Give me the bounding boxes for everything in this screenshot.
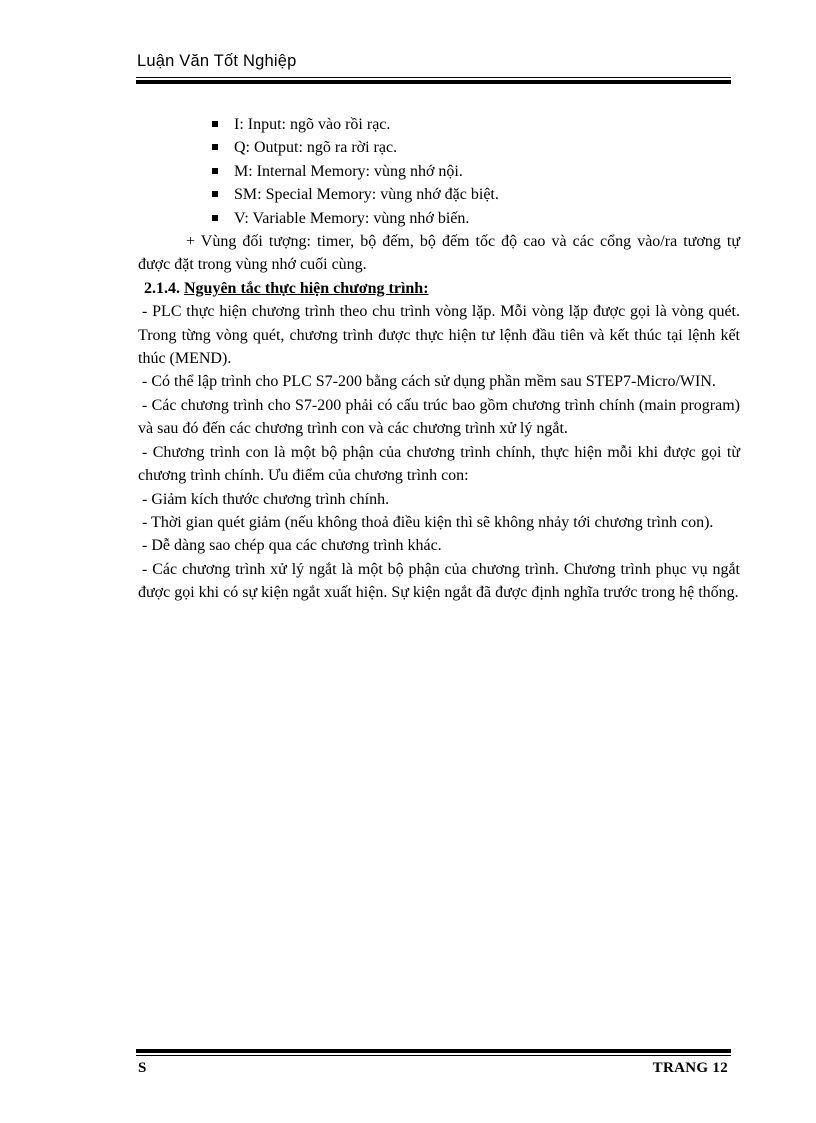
paragraph: - Dễ dàng sao chép qua các chương trình khác.	[142, 537, 442, 555]
page-header-title: Luận Văn Tốt Nghiệp	[137, 52, 297, 70]
object-area-paragraph: + Vùng đối tượng: timer, bộ đếm, bộ đếm tốc độ cao và các cổng vào/ra tương tự được đặt trong vùng nhớ cuối cùng.	[138, 233, 740, 274]
section-heading: 2.1.4. Nguyên tắc thực hiện chương trình:	[144, 279, 429, 297]
bullet-square-icon	[212, 168, 218, 174]
section-title: Nguyên tắc thực hiện chương trình:	[184, 279, 429, 297]
memory-area-list	[138, 113, 740, 230]
paragraph: - Có thể lập trình cho PLC S7-200 bằng cách sử dụng phần mềm sau STEP7-Micro/WIN.	[142, 373, 716, 391]
paragraph: - Chương trình con là một bộ phận của chương trình chính, thực hiện mỗi khi được gọi từ chương trình chính. Ưu điểm của chương trình con:	[138, 443, 740, 485]
bullet-square-icon	[212, 144, 218, 150]
list-item: SM: Special Memory: vùng nhớ đặc biệt.	[212, 183, 740, 206]
paragraph: - Các chương trình cho S7-200 phải có cấu trúc bao gồm chương trình chính (main program) và sau đó đến các chương trình con và các chương trình xử lý ngắt.	[138, 396, 740, 438]
list-item: V: Variable Memory: vùng nhớ biến.	[212, 207, 740, 230]
paragraph: - Các chương trình xử lý ngắt là một bộ phận của chương trình. Chương trình phục vụ ngắt được gọi khi có sự kiện ngắt xuất hiện. Sự kiện ngắt đã được định nghĩa trước trong hệ thống.	[138, 560, 740, 602]
footer-rule	[136, 1049, 731, 1056]
bullet-square-icon	[212, 191, 218, 197]
bullet-square-icon	[212, 215, 218, 221]
list-item: Q: Output: ngõ ra rời rạc.	[212, 136, 740, 159]
page-content	[138, 113, 740, 605]
list-item: M: Internal Memory: vùng nhớ nội.	[212, 160, 740, 183]
footer-left-label: S	[138, 1060, 147, 1076]
paragraph: - PLC thực hiện chương trình theo chu trình vòng lặp. Mỗi vòng lặp được gọi là vòng quét. Trong từng vòng quét, chương trình được thực hiện tư lệnh đầu tiên và kết thúc tại lệnh kết thúc (MEND).	[138, 303, 740, 368]
paragraph: - Giảm kích thước chương trình chính.	[142, 490, 390, 508]
paragraph: - Thời gian quét giảm (nếu không thoả điều kiện thì sẽ không nhảy tới chương trình con).	[142, 513, 714, 531]
header-rule	[136, 77, 731, 84]
bullet-square-icon	[212, 121, 218, 127]
list-item: I: Input: ngõ vào rồi rạc.	[212, 113, 740, 136]
page-number: TRANG 12	[652, 1060, 728, 1076]
